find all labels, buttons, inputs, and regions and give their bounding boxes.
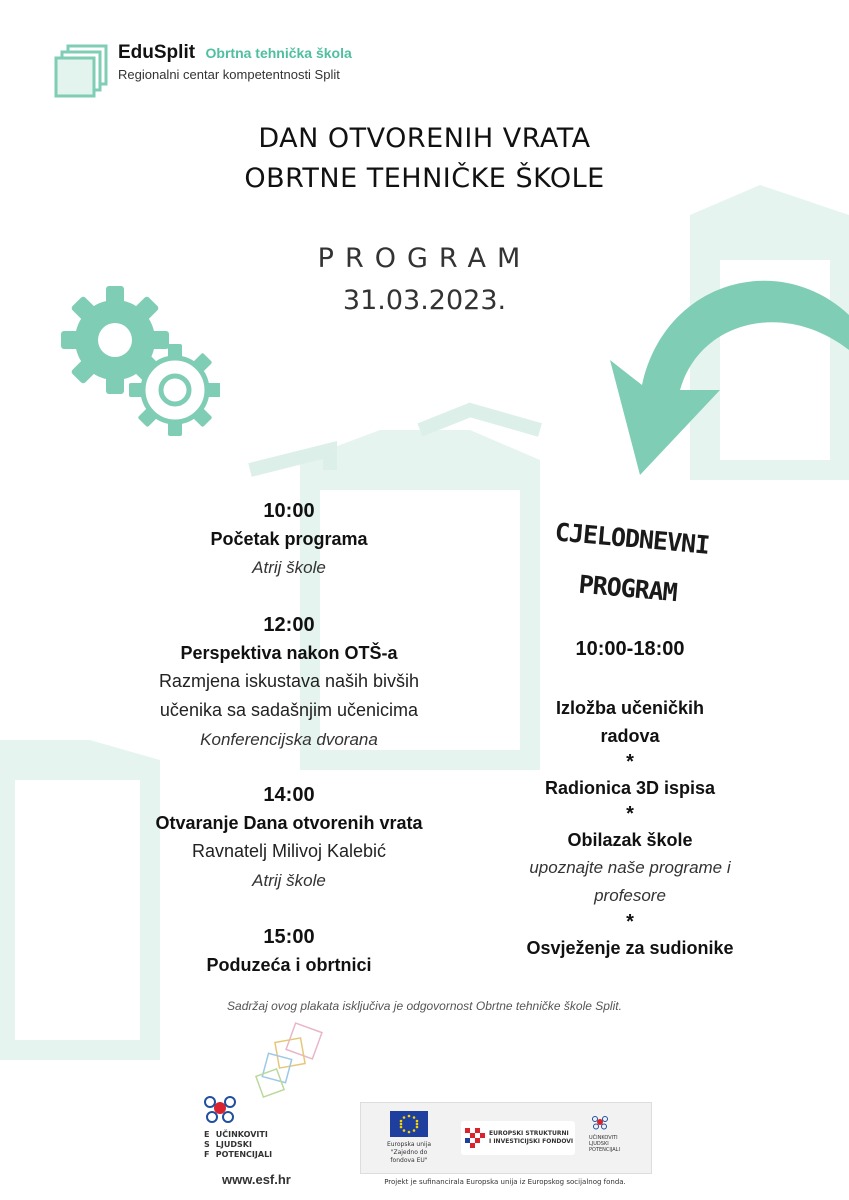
separator-star: * xyxy=(626,911,634,933)
esf-letter: E xyxy=(204,1130,210,1139)
brand-name: EduSplit xyxy=(118,42,196,63)
title-line1: DAN OTVORENIH VRATA xyxy=(258,123,591,154)
schedule-time: 10:00 xyxy=(263,500,315,522)
separator-star: * xyxy=(626,803,634,825)
allday-item-title: Radionica 3D ispisa xyxy=(544,778,716,798)
croatia-checker-icon xyxy=(465,1128,485,1148)
eu-text1: Europska unija xyxy=(386,1141,432,1148)
esf-flower-icon xyxy=(200,1090,240,1126)
separator-star: * xyxy=(626,751,634,773)
banner-caption: Projekt je sufinancirala Europska unija iz Europskog socijalnog fonda. xyxy=(384,1178,626,1186)
schedule-title: Početak programa xyxy=(210,529,368,549)
funds-line2: I INVESTICIJSKI FONDOVI xyxy=(489,1138,574,1145)
esf-small-line: LJUDSKI xyxy=(589,1141,609,1147)
allday-item-description: upoznajte naše programe i profesore xyxy=(529,858,731,905)
schedule-location: Konferencijska dvorana xyxy=(200,730,378,749)
esf-flower-small-icon xyxy=(589,1113,611,1131)
esf-small-line: POTENCIJALI xyxy=(589,1147,620,1153)
schedule-title: Poduzeća i obrtnici xyxy=(206,955,372,975)
allday-stamp xyxy=(545,505,715,620)
program-date: 31.03.2023. xyxy=(342,285,507,316)
esf-line: LJUDSKI xyxy=(215,1140,252,1149)
schedule-item xyxy=(79,781,499,895)
eu-flag-icon xyxy=(390,1111,428,1137)
allday-time: 10:00-18:00 xyxy=(575,638,685,660)
schedule-location: Atrij škole xyxy=(252,871,326,890)
allday-item-title: Osvježenje za sudionike xyxy=(526,938,734,958)
schedule-item xyxy=(79,611,499,754)
schedule-description: Razmjena iskustava naših bivših učenika sa sadašnjim učenicima xyxy=(158,671,420,720)
allday-list xyxy=(497,694,763,962)
schedule-description: Ravnatelj Milivoj Kalebić xyxy=(191,841,387,861)
edusplit-logo-icon xyxy=(54,44,108,98)
esf-small-line: UČINKOVITI xyxy=(589,1135,618,1141)
eu-funds-banner xyxy=(360,1102,652,1174)
eu-text2: "Zajedno do fondova EU" xyxy=(390,1149,428,1164)
esf-line: UČINKOVITI xyxy=(215,1130,268,1139)
esf-logo xyxy=(200,1090,320,1160)
schedule-time: 15:00 xyxy=(263,926,315,948)
curved-arrow-icon xyxy=(570,240,849,480)
allday-item-title: Izložba učeničkih radova xyxy=(555,698,705,746)
stamp-line2: PROGRAM xyxy=(577,569,678,608)
stamp-line1: CJELODNEVNI xyxy=(553,517,711,560)
brand-subtitle: Regionalni centar kompetentnosti Split xyxy=(118,67,340,82)
schedule-item xyxy=(79,923,499,979)
schedule-item xyxy=(79,497,499,582)
brand-school: Obrtna tehnička škola xyxy=(205,45,352,61)
brand-block xyxy=(118,42,352,82)
schedule-location: Atrij škole xyxy=(252,558,326,577)
esf-letter: S xyxy=(204,1140,210,1149)
schedule-title: Otvaranje Dana otvorenih vrata xyxy=(155,813,423,833)
schedule-title: Perspektiva nakon OTŠ-a xyxy=(180,643,398,663)
program-label: PROGRAM xyxy=(317,243,532,274)
allday-item-title: Obilazak škole xyxy=(567,830,693,850)
gears-icon xyxy=(60,280,220,440)
funds-line1: EUROPSKI STRUKTURNI xyxy=(489,1130,569,1137)
schedule-time: 14:00 xyxy=(263,784,315,806)
schedule-time: 12:00 xyxy=(263,614,315,636)
esf-website-link[interactable]: www.esf.hr xyxy=(222,1172,291,1187)
title-line2: OBRTNE TEHNIČKE ŠKOLE xyxy=(244,163,605,194)
esf-letter: F xyxy=(204,1150,210,1159)
disclaimer-text: Sadržaj ovog plakata isključiva je odgovornost Obrtne tehničke škole Split. xyxy=(227,999,622,1013)
esf-line: POTENCIJALI xyxy=(215,1150,273,1159)
